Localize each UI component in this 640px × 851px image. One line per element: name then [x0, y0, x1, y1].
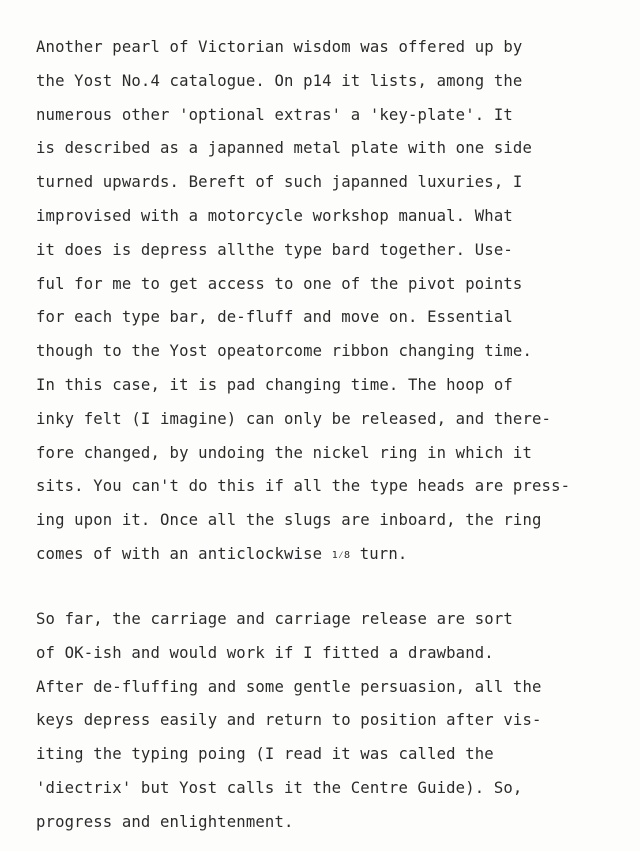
text-line: ful for me to get access to one of the pivot points — [36, 274, 523, 293]
text-line: progress and enlightenment. — [36, 812, 294, 831]
text-line: the Yost No.4 catalogue. On p14 it lists, among the — [36, 71, 523, 90]
text-line: In this case, it is pad changing time. The hoop of — [36, 375, 513, 394]
text-line: is described as a japanned metal plate with one side — [36, 139, 532, 158]
text-line: 'diectrix' but Yost calls it the Centre Guide). So, — [36, 778, 523, 797]
paragraph-key-plate — [36, 31, 570, 572]
text-line: sits. You can't do this if all the type heads are press- — [36, 477, 571, 496]
text-line: of OK-ish and would work if I fitted a drawband. — [36, 643, 494, 662]
text-line: improvised with a motorcycle workshop manual. What — [36, 206, 513, 225]
text-line: for each type bar, de-fluff and move on. Essential — [36, 308, 513, 327]
text-line: After de-fluffing and some gentle persuasion, all the — [36, 677, 542, 696]
text-line: So far, the carriage and carriage release are sort — [36, 610, 513, 628]
text-line: numerous other 'optional extras' a 'key-plate'. It — [36, 105, 513, 124]
text-line: keys depress easily and return to position after vis- — [36, 711, 542, 730]
text-line: iting the typing poing (I read it was called the — [36, 745, 494, 764]
text-line-with-fraction — [36, 538, 570, 572]
paragraph-progress — [36, 603, 542, 840]
text-line: it does is depress allthe type bard together. Use- — [36, 240, 513, 259]
text-line: turned upwards. Bereft of such japanned luxuries, I — [36, 173, 523, 192]
text-line: fore changed, by undoing the nickel ring in which it — [36, 443, 532, 462]
text-line: ing upon it. Once all the slugs are inboard, the ring — [36, 511, 542, 530]
text-segment: turn. — [350, 544, 408, 563]
fraction: 1⁄8 — [331, 549, 351, 561]
text-line: inky felt (I imagine) can only be released, and there- — [36, 409, 552, 428]
text-line: though to the Yost opeatorcome ribbon changing time. — [36, 342, 532, 361]
text-line: Another pearl of Victorian wisdom was offered up by — [36, 38, 523, 56]
text-segment: comes of with an anticlockwise — [36, 544, 332, 563]
